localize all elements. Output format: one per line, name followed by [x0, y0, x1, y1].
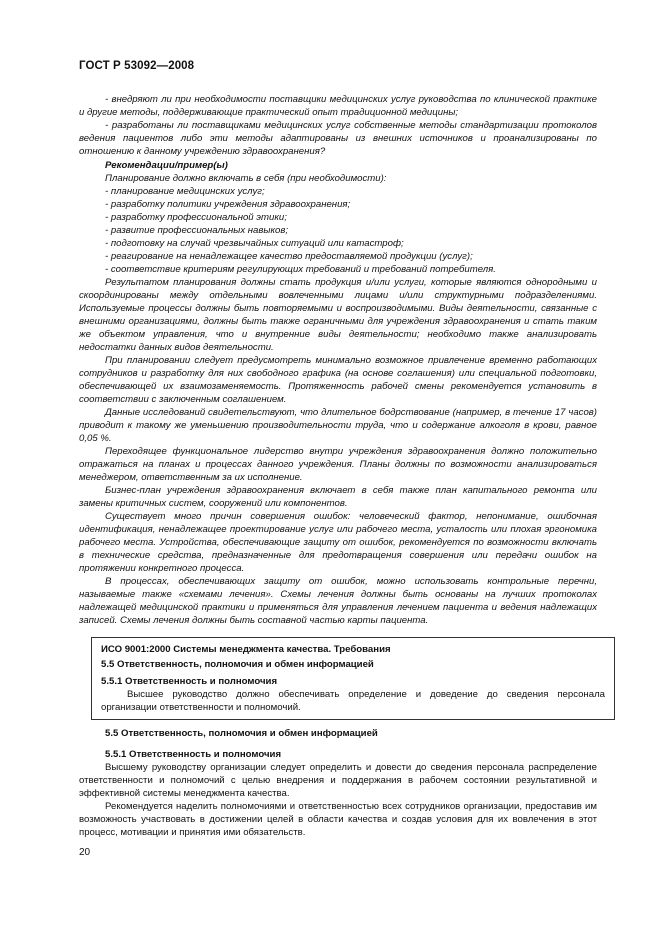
paragraph: Бизнес-план учреждения здравоохранения включает в себя также план капитального ремонта или замены критичных систем, сооружений или компонентов. [79, 485, 597, 509]
list-item: - разработку профессиональной этики; [105, 212, 287, 223]
list-item: - соответствие критериям регулирующих требований и требований потребителя. [105, 264, 496, 275]
document-header: ГОСТ Р 53092—2008 [79, 60, 195, 72]
box-title: ИСО 9001:2000 Системы менеджмента качества. Требования [101, 644, 391, 655]
paragraph: Рекомендуется наделить полномочиями и ответственностью всех сотрудников организации, предоставив им возможность участвовать в достижении целей в области качества и создав условия для их вовлечения в этот процесс, мотивации и принятия ими обязательств. [79, 801, 597, 838]
text-line: - внедряют ли при необходимости поставщики медицинских услуг руководства по клинической практике и другие методы, поддерживающие практический опыт традиционной медицины; [79, 94, 597, 118]
box-text: Высшее руководство должно обеспечивать определение и доведение до сведения персонала организации ответственности и полномочий. [101, 689, 605, 713]
list-item: - реагирование на ненадлежащее качество предоставляемой продукции (услуг); [105, 251, 473, 262]
subsection-heading: 5.5.1 Ответственность и полномочия [105, 749, 282, 760]
list-item: - развитие профессиональных навыков; [105, 225, 289, 236]
page-number: 20 [79, 847, 91, 858]
text-line: - разработаны ли поставщиками медицинских услуг собственные методы стандартизации протоколов ведения пациентов либо эти методы адаптированы из внешних источников и проанализированы по отношению к данному учреждению здравоохранения? [79, 120, 597, 157]
paragraph: Данные исследований свидетельствуют, что длительное бодрствование (например, в течение 17 часов) приводит к такому же уменьшению производительности труда, что и содержание алкоголя в крови, равное 0,05 %. [79, 407, 597, 444]
box-section: 5.5 Ответственность, полномочия и обмен информацией [101, 659, 374, 670]
paragraph: Существует много причин совершения ошибок: человеческий фактор, непонимание, ошибочная идентификация, ненадлежащее проектирование услуг или рабочего места, усталость или плохая эргономика рабочего места. Устройства, обеспечивающие защиту от ошибок, рекомендуется по возможности включать в технические средства, предназначенные для предотвращения совершения или передачи ошибок на протяжении конкретного процесса. [79, 511, 597, 574]
paragraph: Результатом планирования должны стать продукция и/или услуги, которые являются однородными и скоординированы между отдельными вовлеченными лицами и/или структурными подразделениями. Используемые процессы должны быть повторяемыми и воспроизводимыми. Виды деятельности, связанные с внешними организациями, должны быть также ограничными для учреждения здравоохранения и стать таким же объектом управления, что и внутренние виды деятельности; необходимо также анализировать недостатки данных видов деятельности. [79, 277, 597, 353]
section-heading: 5.5 Ответственность, полномочия и обмен информацией [105, 728, 378, 739]
paragraph: Переходящее функциональное лидерство внутри учреждения здравоохранения должно положительно отражаться на планах и процессах данного учреждения. Планы должны по возможности анализироваться менеджером, ответственным за их исполнение. [79, 446, 597, 483]
paragraph: Высшему руководству организации следует определить и довести до сведения персонала распределение ответственности и полномочий с целью внедрения и поддержания в рабочем состоянии результативной и эффективной системы менеджмента качества. [79, 762, 597, 799]
iso-quote-box [91, 637, 615, 720]
paragraph: В процессах, обеспечивающих защиту от ошибок, можно использовать контрольные перечни, называемые также «схемами лечения». Схемы лечения должны быть основаны на лучших протоколах надлежащей медицинской практики и применяться для управления лечением пациента и ведения надлежащих записей. Схемы лечения должны быть составной частью карты пациента. [79, 576, 597, 626]
list-item: - подготовку на случай чрезвычайных ситуаций или катастроф; [105, 238, 404, 249]
recommendations-heading: Рекомендации/пример(ы) [105, 160, 228, 171]
box-subsection: 5.5.1 Ответственность и полномочия [101, 676, 278, 687]
lower-section [79, 727, 597, 839]
main-text [79, 93, 597, 627]
list-item: - разработку политики учреждения здравоохранения; [105, 199, 351, 210]
list-item: - планирование медицинских услуг; [105, 186, 265, 197]
planning-intro: Планирование должно включать в себя (при необходимости): [105, 173, 387, 184]
paragraph: При планировании следует предусмотреть минимально возможное привлечение временно работающих сотрудников и разработку для них свободного графика (на основе соглашения) или специальной подготовки, обеспечивающей их взаимозаменяемость. Протяженность рабочей смены рекомендуется установить в соответствии с заключенным соглашением. [79, 355, 597, 405]
